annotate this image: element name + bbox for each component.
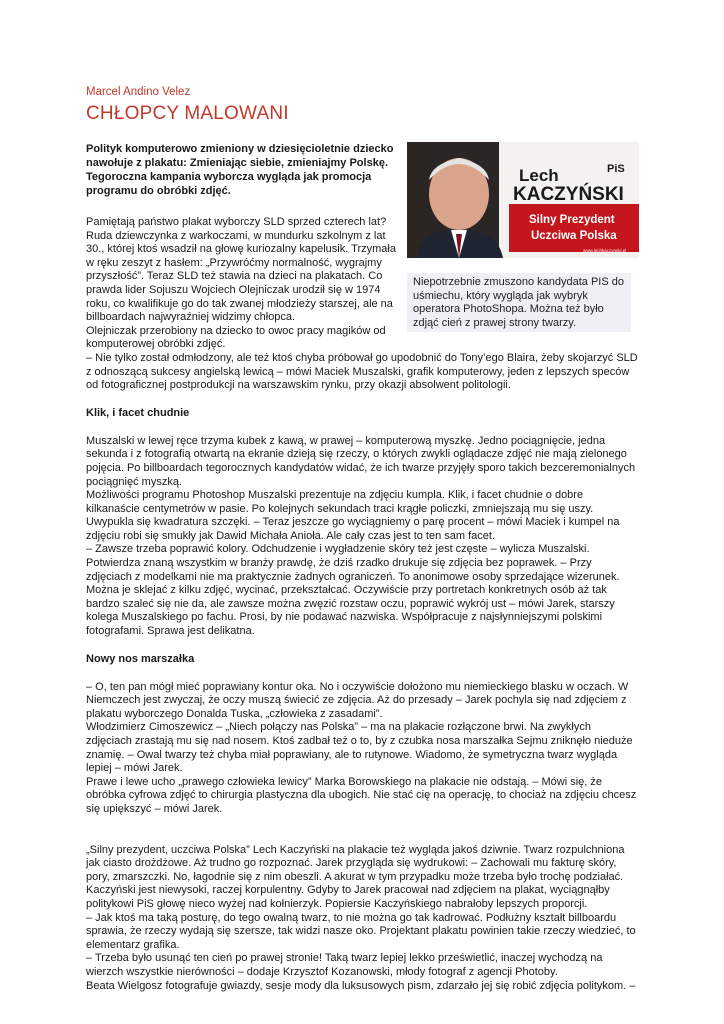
section-heading-1: Klik, i facet chudnie <box>86 406 190 419</box>
article-lead: Polityk komputerowo zmieniony w dziesięcioletnie dziecko nawołuje z plakatu: Zmieniając siebie, zmieniajmy Polskę. Tegoroczna kampania wyborcza wygląda jak promocja programu do obróbki zdjęć. <box>86 143 394 197</box>
poster-figure <box>407 142 639 332</box>
article <box>86 86 638 993</box>
intro-paragraph: Pamiętają państwo plakat wyborczy SLD sprzed czterech lat? Ruda dziewczynka z warkoczami, w mundurku szkolnym z lat 30., której ktoś wsadził na głowę kuriozalny kapelusik. Trzymała w ręku zeszyt z hasłem: „Przywróćmy normalność, wygrajmy przyszłość”. Teraz SLD też stawia na dzieci na plakatach. Co prawda lider Sojuszu Wojciech Olejniczak urodził się w 1974 roku, co kwalifikuje go do tak zwanej młodzieży starszej, ale na billboardach najwyraźniej widzimy chłopca. Olejniczak przerobiony na dziecko to owoc pracy magików od komputerowej obróbki zdjęć. <box>86 216 396 351</box>
election-poster-image <box>407 142 639 258</box>
section-1-text: Muszalski w lewej ręce trzyma kubek z kawą, w prawej – komputerową myszkę. Jedno pociągnięcie, jedna sekunda i z fotografią otwartą na ekranie dzieją się rzeczy, o których zwykli oglądacze zdjęć nie mają zielonego pojęcia. Po billboardach tegorocznych kandydatów widać, że ich twarze przyjęły sporo takich bezceremonialnych pociągnięć myszką. Możliwości programu Photoshop Muszalski prezentuje na zdjęciu kumpla. Klik, i facet chudnie o dobre kilkanaście centymetrów w pasie. Po kolejnych sekundach traci krągłe policzki, zmniejszają mu się uszy. Uwypukla się kwadratura szczęki. – Teraz jeszcze go wyciągniemy o parę procent – mówi Maciek i kumpel na zdjęciu robi się smukły jak Dawid Michała Anioła. Ale cały czas jest to ten sam facet. – Zawsze trzeba poprawić kolory. Odchudzenie i wygładzenie skóry też jest częste – wylicza Muszalski. Potwierdza znaną wszystkim w branży prawdę, że dziś rzadko drukuje się zdjęcia bez poprawek. – Przy zdjęciach z modelkami nie ma praktycznie żadnych ograniczeń. To anonimowe osoby sprzedające wizerunek. Można je sklejać z kilku zdjęć, wycinać, przekształcać. Oczywiście przy portretach konkretnych osób aż tak bardzo szaleć się nie da, ale zawsze można zwęzić rozstaw oczu, poprawić wykrój ust – mówi Jarek, starszy kolega Muszalskiego po fachu. Prosi, by nie podawać nazwiska. Współpracuje z najsłynniejszymi polskimi fotografami. Sprawa jest delikatna. <box>86 434 636 638</box>
intro-continued: – Nie tylko został odmłodzony, ale też ktoś chyba próbował go upodobnić do Tony’ego Blaira, żeby skojarzyć SLD z odnoszącą sukcesy angielską lewicą – mówi Maciek Muszalski, grafik komputerowy, jeden z lepszych speców od fotograficznej postprodukcji na warszawskim rynku, przy okazji absolwent politologii. <box>86 351 638 392</box>
section-heading-2: Nowy nos marszałka <box>86 652 195 665</box>
poster-slogan-1: Silny Prezydent <box>529 214 615 226</box>
poster-last-name: KACZYŃSKI <box>513 184 624 205</box>
author-name: Marcel Andino Velez <box>86 86 191 98</box>
poster-first-name: Lech <box>519 166 559 185</box>
section-2-text: – O, ten pan mógł mieć poprawiany kontur oka. No i oczywiście dołożono mu niemieckiego blasku w oczach. W Niemczech jest zwyczaj, że oczy muszą świecić ze zdjęcia. Aż do przesady – Jarek pochyla się nad zdjęciem z plakatu wyborczego Donalda Tuska, „człowieka z zasadami”. Włodzimierz Cimoszewicz – „Niech połączy nas Polska” – ma na plakacie rozłączone brwi. Na zwykłych zdjęciach zrastają mu się nad nosem. Ktoś zadbał też o to, by z czubka nosa marszałka Sejmu zniknęło nieduże znamię. – Owal twarzy też chyba miał poprawiany, ale to rutynowe. Wiadomo, że symetryczna twarz wygląda lepiej – mówi Jarek. Prawe i lewe ucho „prawego człowieka lewicy” Marka Borowskiego na plakacie nie odstają. – Mówi się, że obróbka cyfrowa zdjęć to chirurgia plastyczna dla ubogich. Nie stać cię na operację, to chociaż na zdjęciu chcesz się upiększyć – mówi Jarek. <box>86 680 637 815</box>
section-3-text: „Silny prezydent, uczciwa Polska” Lech Kaczyński na plakacie też wygląda jakoś dziwnie. Twarz rozpulchniona jak ciasto drożdżowe. Aż trudno go rozpoznać. Jarek przygląda się wydrukowi: – Zachowali mu fakturę skóry, pory, zmarszczki. No, łagodnie się z nim obeszli. A akurat w tym przypadku może trzeba było trochę podziałać. Kaczyński jest niewysoki, raczej korpulentny. Gdyby to Jarek pracował nad zdjęciem na plakat, wyciągnąłby politykowi PiS głowę nieco wyżej nad kołnierzyk. Popiersie Kaczyńskiego nabrałoby lepszych proporcji. – Jak ktoś ma taką posturę, do tego owalną twarz, to nie można go tak kadrować. Podłużny kształt billboardu sprawia, że rzeczy wydają się szersze, tak widzi nasze oko. Projektant plakatu powinien takie rzeczy wiedzieć, to elementarz grafika. – Trzeba było usunąć ten cień po prawej stronie! Taką twarz lepiej lekko prześwietlić, inaczej wychodzą na wierzch wszystkie nierówności – dodaje Krzysztof Kozanowski, młody fotograf z agencji Photoby. Beata Wielgosz fotografuje gwiazdy, sesje mody dla luksusowych pism, zdarzało jej się robić zdjęcia politykom. – <box>86 843 636 992</box>
poster-party-logo: PiS <box>607 163 625 175</box>
poster-graphic <box>407 142 639 258</box>
poster-slogan-2: Uczciwa Polska <box>531 230 617 242</box>
image-caption: Niepotrzebnie zmuszono kandydata PIS do uśmiechu, który wygląda jak wybryk operatora PhotoShopa. Można też było zdjąć cień z prawej strony twarzy. <box>407 273 631 332</box>
poster-url: www.lechkaczynski.pl <box>583 248 627 253</box>
article-title: CHŁOPCY MALOWANI <box>86 103 289 124</box>
